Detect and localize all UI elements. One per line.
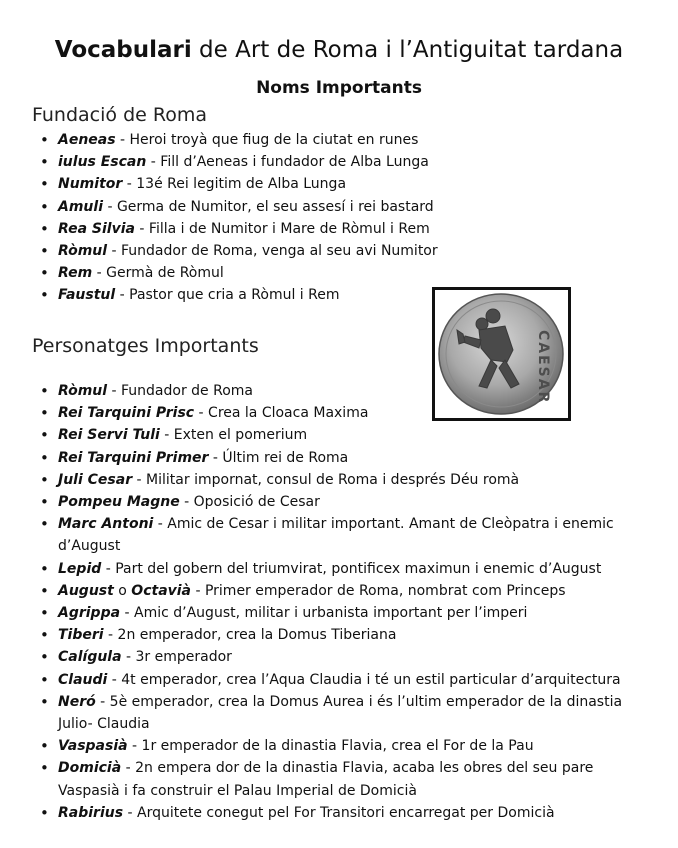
term: Claudi: [58, 671, 108, 688]
term: Rei Tarquini Primer: [58, 449, 209, 466]
term: August: [58, 582, 114, 599]
list-item: [34, 802, 644, 824]
term: Rei Servi Tuli: [58, 427, 160, 444]
term: Calígula: [58, 649, 122, 666]
term: Aeneas: [58, 132, 116, 148]
definition: - Arquitete conegut pel For Transitori encarregat per Domicià: [123, 804, 555, 821]
definition: - Fundador de Roma, venga al seu avi Numitor: [107, 243, 438, 260]
definition: - Militar impornat, consul de Roma i després Déu romà: [132, 471, 520, 488]
list-item: [34, 240, 634, 262]
term: Agrippa: [58, 605, 121, 622]
definition: - 2n emperador, crea la Domus Tiberiana: [103, 627, 397, 644]
list-item: [34, 558, 644, 580]
definition: - Últim rei de Roma: [208, 449, 349, 466]
term-alt: Octavià: [131, 582, 192, 599]
section-heading-personatges: Personatges Importants: [32, 335, 259, 357]
definition: - 2n empera dor de la dinastia Flavia, acaba les obres del seu pare Vaspasià i fa construir el Palau Imperial de Domicià: [58, 760, 594, 799]
list-item: [34, 218, 634, 240]
definition: - 5è emperador, crea la Domus Aurea i és l’ultim emperador de la dinastia Julio- Claudia: [58, 693, 623, 733]
list-item: [34, 151, 634, 173]
definition: - Amic de Cesar i militar important. Amant de Cleòpatra i enemic d’August: [58, 516, 614, 555]
definition: - Oposició de Cesar: [179, 494, 320, 511]
term: Domicià: [58, 760, 122, 777]
list-item: [34, 173, 634, 195]
term-connector: o: [113, 582, 132, 599]
term: Numitor: [58, 176, 123, 193]
document-title: [0, 34, 678, 66]
term: Ròmul: [58, 243, 108, 260]
term: Rabirius: [58, 804, 124, 821]
list-item: [34, 735, 644, 757]
subtitle: Noms Importants: [256, 78, 422, 98]
definition: - 1r emperador de la dinastia Flavia, crea el For de la Pau: [127, 738, 534, 755]
list-item: [34, 624, 644, 646]
definition: - 3r emperador: [121, 649, 232, 666]
term: iulus Escan: [58, 154, 147, 171]
definition: - Exten el pomerium: [159, 427, 308, 444]
definition: - Germà de Ròmul: [92, 265, 224, 282]
term: Rei Tarquini Prisc: [58, 405, 195, 422]
term: Juli Cesar: [58, 471, 133, 488]
term: Amuli: [58, 198, 103, 215]
definition: - Filla i de Numitor i Mare de Ròmul i Rem: [134, 220, 430, 237]
list-item: [34, 447, 644, 469]
term: Vaspasià: [58, 738, 128, 755]
list-item: [34, 691, 644, 735]
list-item: [34, 602, 644, 624]
definition: - Part del gobern del triumvirat, pontificex maximun i enemic d’August: [101, 560, 602, 577]
definition: - Pastor que cria a Ròmul i Rem: [115, 287, 340, 304]
term: Neró: [58, 693, 96, 710]
definition: - Heroi troyà que fiug de la ciutat en runes: [115, 132, 419, 148]
vocab-list-personatges: [34, 380, 644, 824]
list-item: [34, 129, 634, 151]
definition: - Fundador de Roma: [107, 383, 254, 399]
definition: - Amic d’August, militar i urbanista important per l’imperi: [120, 605, 528, 622]
definition: - 4t emperador, crea l’Aqua Claudia i té un estil particular d’arquitectura: [107, 671, 621, 688]
list-item: [34, 469, 644, 491]
term: Faustul: [58, 287, 116, 304]
definition: - Fill d’Aeneas i fundador de Alba Lunga: [146, 154, 429, 171]
term: Lepid: [58, 560, 102, 577]
definition: - Crea la Cloaca Maxima: [194, 405, 369, 422]
term: Tiberi: [58, 627, 104, 644]
title-bold: Vocabulari: [54, 37, 192, 63]
list-item: [34, 491, 644, 513]
list-item: [34, 513, 644, 557]
list-item: [34, 196, 634, 218]
term: Rem: [58, 265, 93, 282]
title-rest: de Art de Roma i l’Antiguitat tardana: [191, 37, 624, 63]
term: Pompeu Magne: [58, 494, 180, 511]
list-item: [34, 262, 634, 284]
list-item: [34, 380, 644, 402]
coin-inscription: CAESAR: [535, 330, 551, 405]
list-item: [34, 402, 644, 424]
vocab-list-fundacio: [34, 129, 634, 307]
term: Ròmul: [58, 383, 108, 399]
list-item: [34, 424, 644, 446]
definition: - Primer emperador de Roma, nombrat com Princeps: [191, 582, 566, 599]
list-item: [34, 757, 644, 801]
term: Marc Antoni: [58, 516, 154, 533]
list-item: [34, 580, 644, 602]
list-item: [34, 669, 644, 691]
definition: - Germa de Numitor, el seu assesí i rei bastard: [103, 198, 434, 215]
section-heading-fundacio: Fundació de Roma: [32, 104, 207, 126]
list-item: [34, 646, 644, 668]
definition: - 13é Rei legitim de Alba Lunga: [122, 176, 347, 193]
term: Rea Silvia: [58, 220, 135, 237]
